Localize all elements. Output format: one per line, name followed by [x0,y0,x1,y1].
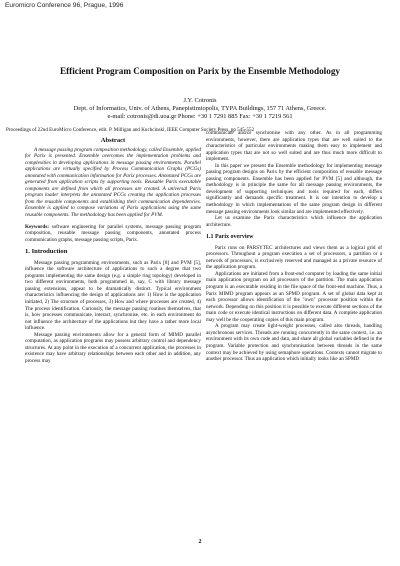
proceedings-line: Proceedings of 22nd EuroMicro Conference, edit. P. Milligan and Kuchcinski, IEEE Computer Society Press, pp 545-552 [6,127,255,133]
parix-paragraph-1: Parix runs on PARSYTEC architectures and views them as a logical grid of processors. Throughout a program execution a set of processors, a partition or a network of processors, is exclusively reserved and managed as a private resource of the application program. [206,244,382,271]
author-block [0,97,400,122]
intro-paragraph-2: Message passing environments allow for a general form of MIMD parallel computation, as application programs may possess arbitrary control and dependency structures. At any point in the execution of a concurrent application, the processes in existence may have arbitrary relationships between each other and in addition, any process may [25,331,201,364]
paper-title: Efficient Program Composition on Parix by the Ensemble Methodology [59,66,341,76]
abstract-text: A message passing program composition methodology, called Ensemble, applied for Parix is presented. Ensemble overcomes the implementation problems and complexities in developing applications in message passing environments. Parallel applications are virtually specified by Process Communication Graphs (PCGs) annotated with communication information for Parix processes. Annotated PCGs are generated from application scripts by supporting tools. Reusable Parix executable components are defined from which all processes are created. A universal Parix program loader interprets the annotated PCGs creating the application processes from the reusable components and establishing their communication dependencies. Ensemble is applied to compose variations of Parix applications using the same reusable components. The methodology has been applied for PVM. [25,146,201,219]
author-contact: e-mail: cotronis@di.uoa.gr Phone: +30 1 7291 885 Fax: +30 1 7219 561 [107,113,293,121]
author-name: J.Y. Cotronis [183,97,217,104]
left-column [25,135,201,365]
abstract [25,147,201,219]
right-paragraph-1: communicate and/or synchronise with any other. As in all programming environments, however, there are application types that are well suited to the characteristics of particular environments making them easy to implement and application types that are not so well suited and are thus much more difficult to implement. [206,130,382,163]
subsection-heading-parix-overview: 1.1 Parix overview [206,234,254,241]
section-heading-introduction: 1. Introduction [25,248,68,256]
keywords [25,224,201,244]
abstract-heading: Abstract [100,137,126,144]
keywords-label: Keywords: [25,223,49,230]
right-paragraph-3: Let us examine the Parix characteristics which influence the application architecture. [206,215,382,228]
right-paragraph-2: In this paper we present the Ensemble methodology for implementing message passing program designs on Parix by the efficient composition of reusable message passing components. Ensemble has been applied for PVM [5] and although, the methodology is in principle the same for all message passing environments, the development of supporting techniques and tools required for each, differs significantly and demands specific treatment. It is our intention to develop a methodology in which implementations of the same program design in different message passing environments look similar and are implemented effectively. [206,162,382,215]
author-affiliation: Dept. of Informatics, Univ. of Athens, Panepistimiopolis, TYPA Buildings, 157 71 Athens, Greece. [73,105,327,113]
right-column [206,130,382,363]
running-head: Euromicro Conference 96, Prague, 1996 [5,2,124,9]
parix-paragraph-2: Applications are initiated from a front-end computer by loading the same initial main application program on all processors of the partition. The main application program is an executable residing in the file space of the front-end machine. Thus, a Parix MIMD program appears as an SPMD program. A set of global data kept at each processor allows identification of the "own" processor position within the network. Depending on this position it is possible to execute different sections of the main code or execute identical instructions on different data. A complete application may well be the cooperating copies of this main program. [206,270,382,323]
parix-paragraph-3: A program may create light-weight processes, called also threads, handling asynchronous services. Threads are running concurrently in the same context, i.e. an environment with its own code and data, and share all global variables defined in the program. Variable protection and synchronisation between threads in the same context may be achieved by using semaphore operations. Contexts cannot migrate to another processor. Thus an application which initially looks like an SPMD [206,323,382,363]
page-number: 2 [198,539,202,545]
intro-paragraph-1: Message passing programming environments, such as Parix [8] and PVM [5], influence the software architecture of applications to such a degree that two programs implementing the same design (e.g. a simple ring topology) developed in two different environments, both programmed in, say, C with library message passing extensions, appear to be dramatically distinct. Typical environment characteristics influencing the design of applications are: 1) How is the application initiated, 2) The structure of processes, 3) How and where processes are created, 4) The process identification. Curiously, the message passing routines themselves, that is, how processes communicate, interact, synchronise, etc. in each environment do not influence the architecture of the applications but they have a rather more local influence. [25,259,201,332]
keywords-text: software engineering for parallel systems, message passing program composition, reusable message passing components, annotated process communication graphs, message passing scripts, Parix. [25,223,201,243]
